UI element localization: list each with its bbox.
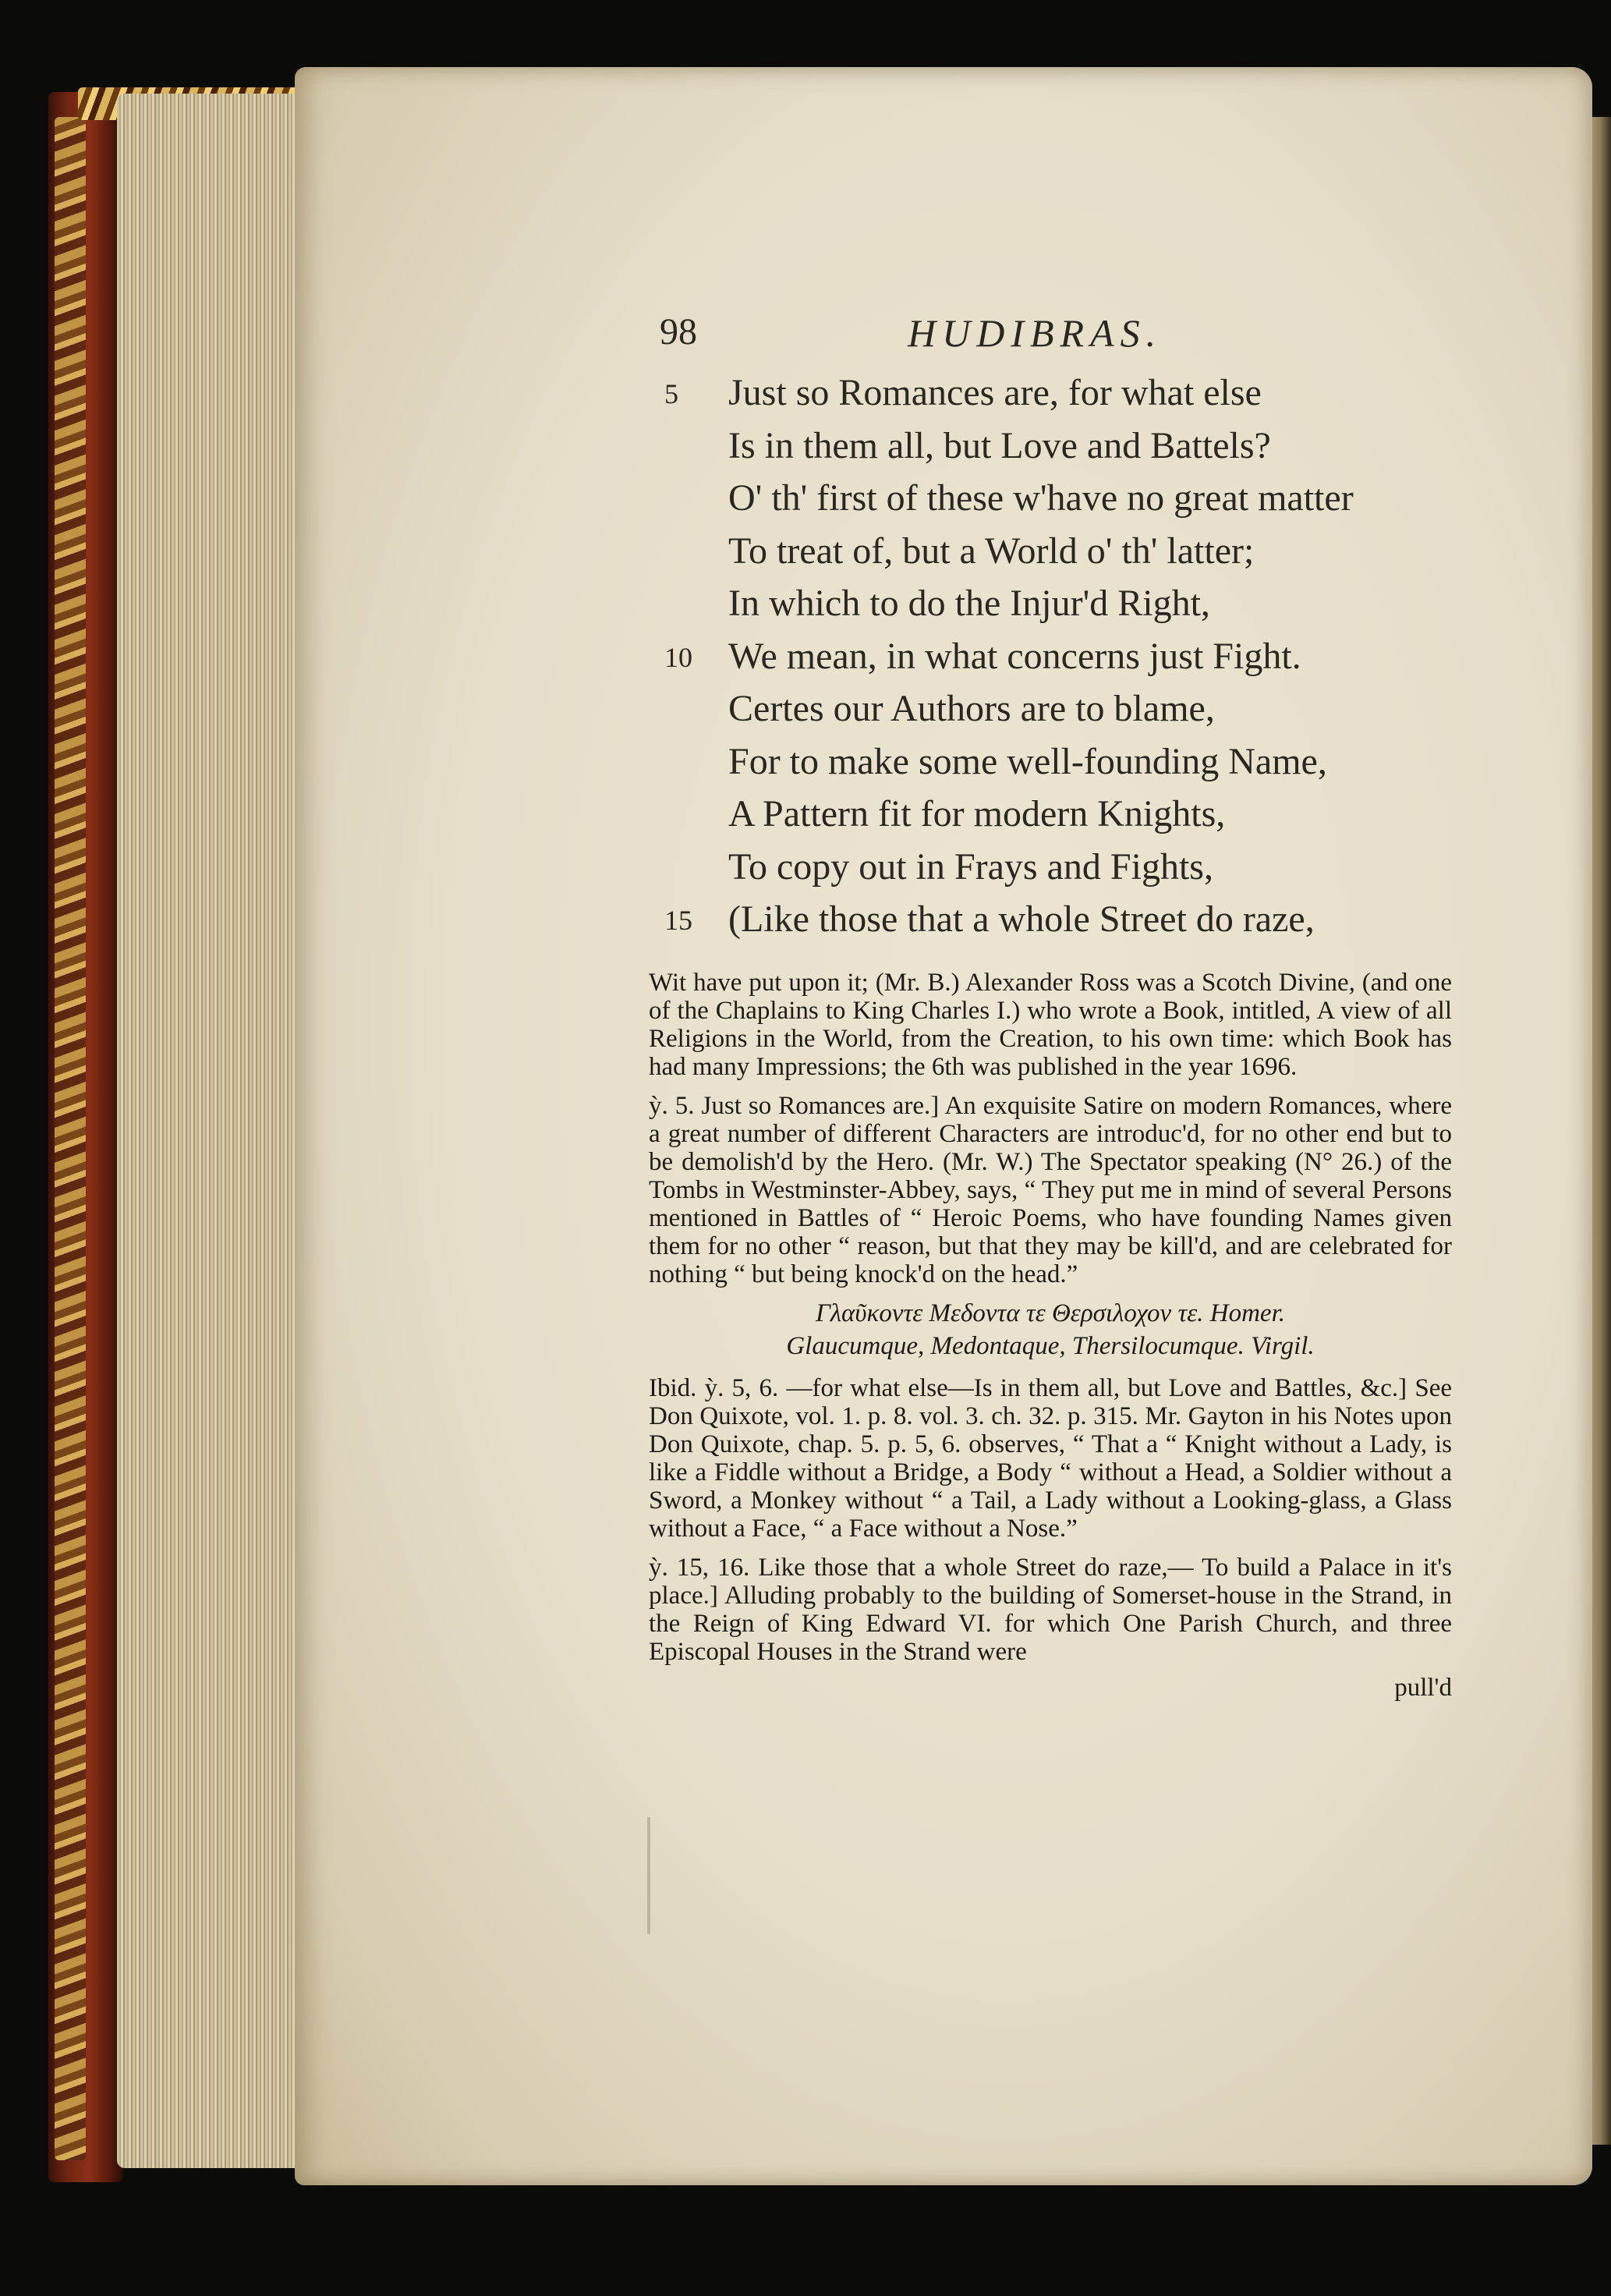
- verse-line: [664, 682, 1460, 735]
- line-number: 5: [664, 378, 678, 409]
- page-stack: [117, 94, 304, 2168]
- line-number: 15: [664, 905, 692, 936]
- verse-text: Just so Romances are, for what else: [728, 372, 1262, 413]
- verse-line: [664, 367, 1460, 420]
- verse-line: [664, 788, 1460, 841]
- verse-block: [664, 367, 1460, 946]
- footnote-paragraph: ỳ. 15, 16. Like those that a whole Street do raze,— To build a Palace in it's place.] Alluding probably to the building of Somerset-house in the Strand, in the Reign of King Edward VI. for which One Parish Church, and three Episcopal Houses in the Strand were: [649, 1554, 1452, 1666]
- verse-line: [664, 525, 1460, 578]
- verse-line: [664, 735, 1460, 788]
- line-number: 10: [664, 641, 692, 673]
- verse-line: [664, 630, 1460, 683]
- verse-line: [664, 420, 1460, 473]
- latin-quotation: Glaucumque, Medontaque, Thersilocumque. Virgil.: [786, 1332, 1315, 1360]
- verse-line: [664, 841, 1460, 894]
- verse-text: We mean, in what concerns just Fight.: [728, 635, 1301, 677]
- verse-text: For to make some well-founding Name,: [728, 740, 1327, 782]
- verse-line: [664, 472, 1460, 525]
- verse-text: A Pattern fit for modern Knights,: [728, 793, 1226, 834]
- verse-text: To copy out in Frays and Fights,: [728, 845, 1213, 888]
- greek-quotation: Γλαῦκοντε Μεδοντα τε Θερσιλοχον τε. Homer.: [815, 1299, 1286, 1327]
- footnote-paragraph: ỳ. 5. Just so Romances are.] An exquisite Satire on modern Romances, where a great number of different Characters are introduc'd, for no other end but to be demolish'd by the Hero. (Mr. W.) The Spectator speaking (N° 26.) of the Tombs in Westminster-Abbey, says, “ They put me in mind of several Persons mentioned in Battles of “ Heroic Poems, who have founding Names given them for no other “ reason, but that they may be kill'd, and are celebrated for nothing “ but being knock'd on the head.”: [649, 1092, 1452, 1288]
- page-header: [660, 310, 1252, 365]
- verse-line: [664, 893, 1460, 946]
- page-number: 98: [660, 311, 697, 353]
- verse-text: (Like those that a whole Street do raze,: [728, 898, 1315, 940]
- footnote-paragraph: Ibid. ỳ. 5, 6. —for what else—Is in them all, but Love and Battles, &c.] See Don Quixote, vol. 1. p. 8. vol. 3. ch. 32. p. 315. Mr. Gayton in his Notes upon Don Quixote, chap. 5. p. 5, 6. observes, “ That a “ Knight without a Lady, is like a Fiddle without a Bridge, a Body “ without a Head, a Soldier without a Sword, a Monkey without “ a Tail, a Lady without a Looking-glass, a Glass without a Face, “ a Face without a Nose.”: [649, 1374, 1452, 1543]
- gilt-edge-left: [55, 117, 86, 2160]
- footnotes: [649, 969, 1452, 1702]
- verse-text: To treat of, but a World o' th' latter;: [728, 530, 1255, 572]
- verse-text: In which to do the Injur'd Right,: [728, 583, 1210, 624]
- footnote-paragraph: Wit have put upon it; (Mr. B.) Alexander Ross was a Scotch Divine, (and one of the Chaplains to King Charles I.) who wrote a Book, intitled, A view of all Religions in the World, from the Creation, to his own time: which Book has had many Impressions; the 6th was published in the year 1696.: [649, 969, 1452, 1081]
- page-mark: [647, 1817, 650, 1934]
- verse-text: Certes our Authors are to blame,: [728, 688, 1215, 729]
- verse-text: Is in them all, but Love and Battels?: [728, 424, 1271, 466]
- catchword: pull'd: [1394, 1674, 1452, 1702]
- verse-text: O' th' first of these w'have no great matter: [728, 477, 1354, 519]
- verse-line: [664, 577, 1460, 630]
- running-title: HUDIBRAS.: [908, 311, 1163, 355]
